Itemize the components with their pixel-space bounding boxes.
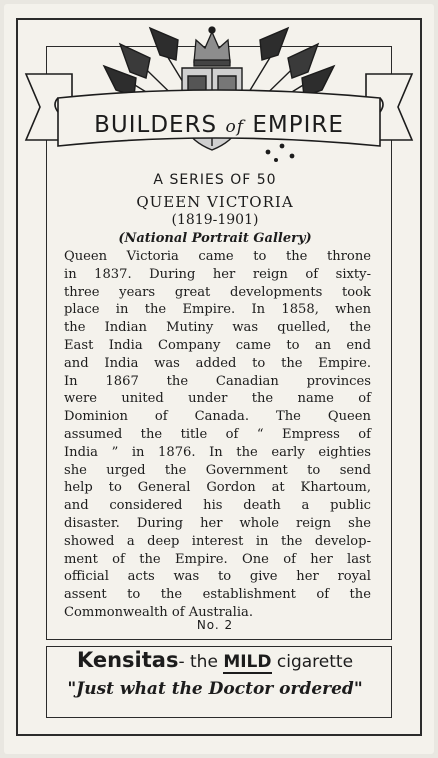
banner-word-of: of: [225, 117, 245, 137]
text-line: disaster. During her whole reign she: [64, 515, 371, 531]
text-line: East India Company came to an end: [64, 337, 371, 353]
advert-slogan: "Just what the Doctor ordered": [67, 679, 363, 699]
crown-icon: [194, 27, 230, 66]
banner-word-right: EMPIRE: [252, 112, 344, 138]
image-source: (National Portrait Gallery): [118, 231, 312, 246]
banner-word-left: BUILDERS: [94, 112, 218, 138]
text-line: India ” in 1876. In the early eighties: [64, 444, 371, 460]
text-line: and considered his death a public: [64, 498, 371, 514]
text-line: Queen Victoria came to the throne: [64, 249, 371, 264]
brand-the: the: [184, 652, 224, 672]
text-line: Commonwealth of Australia.: [64, 604, 254, 620]
card-number: No. 2: [196, 618, 234, 632]
text-line: in 1837. During her reign of sixty-: [64, 266, 371, 282]
text-line: she urged the Government to send: [64, 462, 371, 478]
subject-dates: (1819-1901): [171, 212, 259, 228]
text-line: ment of the Empire. One of her last: [64, 551, 371, 567]
text-line: the Indian Mutiny was quelled, the: [64, 320, 371, 336]
text-line: three years great developments took: [64, 284, 371, 300]
text-line: assumed the title of “ Empress of: [64, 426, 371, 442]
stars-icon: [266, 144, 295, 162]
text-line: and India was added to the Empire.: [64, 355, 371, 371]
brand-cigarette: cigarette: [271, 652, 354, 672]
text-line: official acts was to give her royal: [64, 569, 371, 585]
text-line: Dominion of Canada. The Queen: [64, 409, 371, 425]
subject-name: QUEEN VICTORIA: [136, 193, 294, 211]
brand-dash: -: [178, 652, 185, 672]
text-line: place in the Empire. In 1858, when: [64, 302, 371, 318]
text-line: showed a deep interest in the develop-: [64, 533, 371, 549]
text-line: help to General Gordon at Khartoum,: [64, 480, 371, 496]
series-title-banner: [60, 112, 378, 138]
advert-brand-line: [44, 648, 386, 672]
text-line: In 1867 the Canadian provinces: [64, 373, 371, 389]
text-line: were united under the name of: [64, 391, 371, 407]
brand-mild: MILD: [223, 652, 272, 672]
brand-name: Kensitas: [76, 648, 179, 672]
card-description: [64, 248, 371, 622]
text-line: assent to the establishment of the: [64, 587, 371, 603]
crest-banner-illustration: [0, 0, 438, 180]
series-line: A SERIES OF 50: [153, 172, 277, 188]
